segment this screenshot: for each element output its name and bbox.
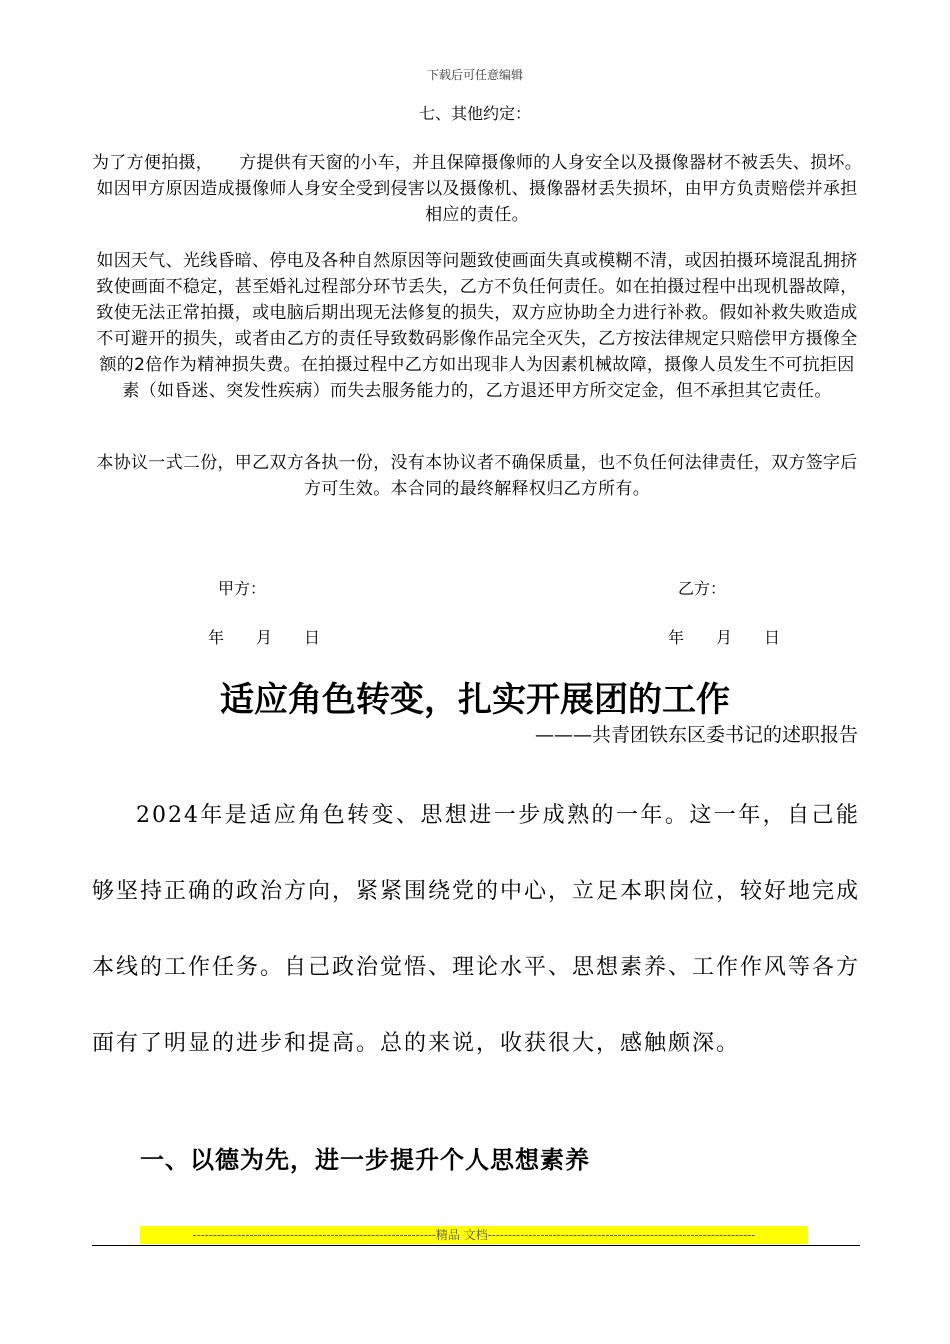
paragraph-safety: 为了方便拍摄， 方提供有天窗的小车，并且保障摄像师的人身安全以及摄像器材不被丢失、损坏。如因甲方原因造成摄像师人身安全受到侵害以及摄像机、摄像器材丢失损坏，由甲方负责赔偿并承担相应的责任。	[92, 153, 862, 225]
footer-label: 精品 文档	[435, 1228, 488, 1242]
section-heading: 一、以德为先，进一步提升个人思想素养	[140, 1145, 590, 1174]
party-b-date: 年 月 日	[668, 628, 781, 647]
report-title: 适应角色转变，扎实开展团的工作	[220, 680, 730, 720]
footer-dashes-left: ------------------------------------------------------------	[192, 1228, 436, 1242]
report-subtitle: ———共青团铁东区委书记的述职报告	[534, 724, 858, 746]
footer-dashes-right: ------------------------------------------------------------------	[487, 1228, 756, 1242]
section-title: 七、其他约定：	[418, 104, 531, 123]
party-a-date: 年 月 日	[208, 628, 321, 647]
party-a-label: 甲方：	[218, 579, 267, 598]
header-note: 下载后可任意编辑	[426, 68, 523, 82]
paragraph-liability: 如因天气、光线昏暗、停电及各种自然原因等问题致使画面失真或模糊不清，或因拍摄环境混乱拥挤致使画面不稳定，甚至婚礼过程部分环节丢失，乙方不负任何责任。如在拍摄过程中出现机器故障，致使无法正常拍摄，或电脑后期出现无法修复的损失，双方应协助全力进行补救。假如补救失败造成不可避开的损失，或者由乙方的责任导致数码影像作品完全灭失，乙方按法律规定只赔偿甲方摄像全额的2倍作为精神损失费。在拍摄过程中乙方如出现非人为因素机械故障，摄像人员发生不可抗拒因素（如昏迷、突发性疾病）而失去服务能力的，乙方退还甲方所交定金，但不承担其它责任。	[96, 251, 858, 401]
report-intro: 2024年是适应角色转变、思想进一步成熟的一年。这一年，自己能够坚持正确的政治方向，紧紧围绕党的中心，立足本职岗位，较好地完成本线的工作任务。自己政治觉悟、理论水平、思想素养、工作作风等各方面有了明显的进步和提高。总的来说，收获很大，感触颇深。	[92, 803, 861, 1056]
footer-rule	[92, 1245, 860, 1246]
paragraph-copies: 本协议一式二份，甲乙双方各执一份，没有本协议者不确保质量，也不负任何法律责任，双方签字后方可生效。本合同的最终解释权归乙方所有。	[96, 453, 858, 499]
party-b-label: 乙方：	[678, 579, 727, 598]
footer-highlight-bar	[140, 1226, 808, 1244]
